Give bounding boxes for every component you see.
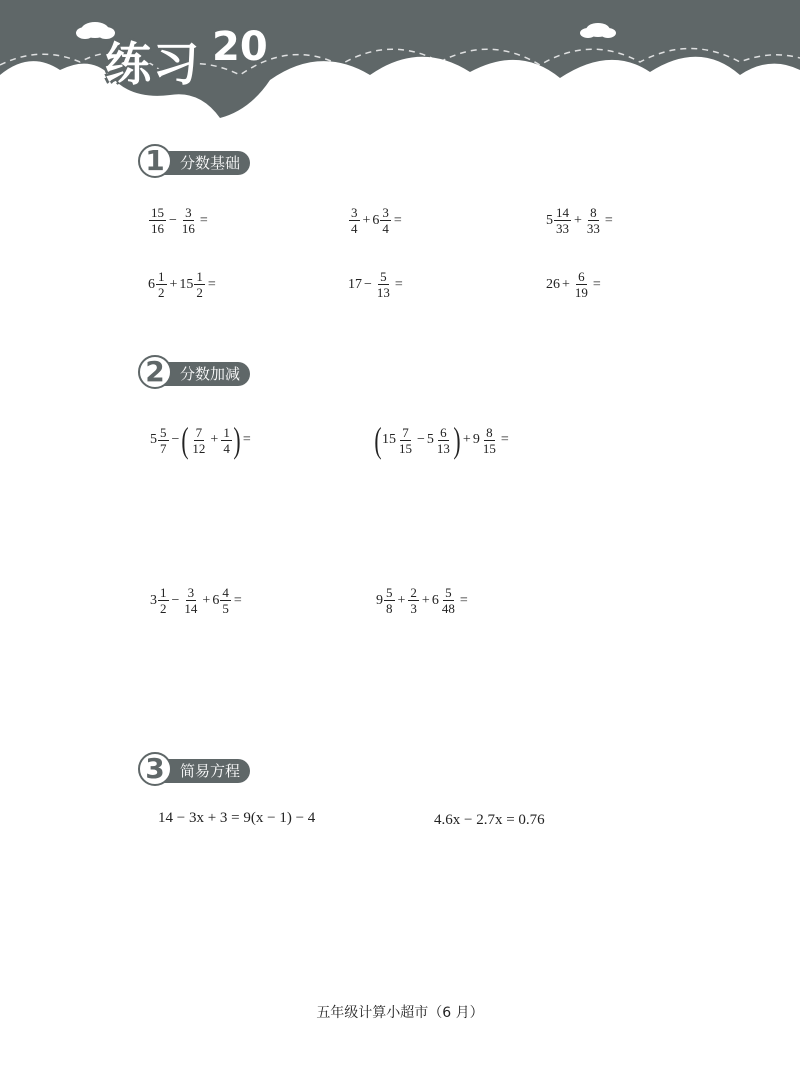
section-label: 简易方程 <box>156 759 250 783</box>
section-label: 分数基础 <box>156 151 250 175</box>
equation-3a: 14 − 3x + 3 = 9(x − 1) − 4 <box>158 810 316 826</box>
section-number: 2 <box>138 355 172 389</box>
problem-1c: 5 $\frac{14}{33}$ + $\frac{8}{33}$ = <box>546 205 613 236</box>
problem-1f: 26 + $\frac{6}{19}$ = <box>546 269 601 300</box>
problem-2d: 9 $\frac{5}{8}$ + $\frac{2}{3}$ + 6 $\frac{5}{48}$ = <box>376 585 468 616</box>
section-label: 分数加减 <box>156 362 250 386</box>
problem-2a: 5 $\frac{5}{7}$ − ( $\frac{7}{12}$ + $\frac{1}{4}$ ) = <box>150 420 251 460</box>
problem-2c: 3 $\frac{1}{2}$ − $\frac{3}{14}$ + 6 $\frac{4}{5}$ = <box>150 585 242 616</box>
section-number: 1 <box>138 144 172 178</box>
page-footer: 五年级计算小超市（6 月） <box>316 1005 484 1021</box>
problem-2b: ( 15 $\frac{7}{15}$ − 5 $\frac{6}{13}$ ) + 9 $\frac{8}{15}$ = <box>374 420 509 460</box>
problem-1e: 17 − $\frac{5}{13}$ = <box>348 269 403 300</box>
section-number: 3 <box>138 752 172 786</box>
equation-3b: 4.6x − 2.7x = 0.76 <box>434 812 545 828</box>
problem-1a: $\frac{15}{16}$ − $\frac{3}{16}$ = <box>151 205 208 236</box>
page-number: 20 <box>212 24 268 70</box>
problem-1d: 6 $\frac{1}{2}$ + 15 $\frac{1}{2}$ = <box>148 269 216 300</box>
page-title: 练习 <box>105 37 201 91</box>
problem-1b: $\frac{3}{4}$ + 6 $\frac{3}{4}$ = <box>351 205 402 236</box>
